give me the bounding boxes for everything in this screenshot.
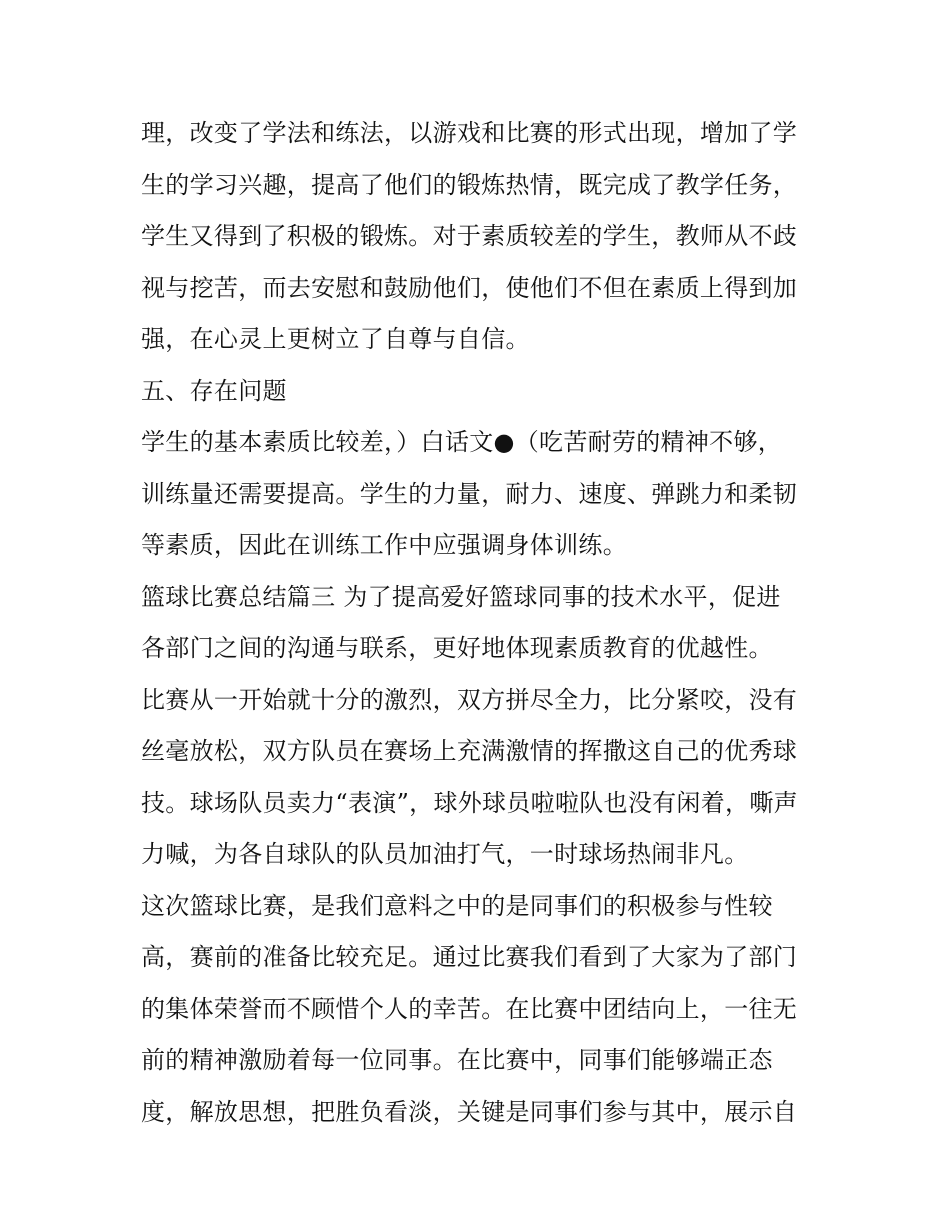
text-line: 力喊，为各自球队的队员加油打气，一时球场热闹非凡。 (141, 840, 749, 868)
text-line: 生的学习兴趣，提高了他们的锻炼热情，既完成了教学任务， (141, 170, 798, 199)
text-line: 学生又得到了积极的锻炼。对于素质较差的学生，教师从不歧 (141, 222, 798, 250)
text-line: 理，改变了学法和练法，以游戏和比赛的形式出现，增加了学 (141, 119, 798, 147)
section-heading: 五、存在问题 (141, 376, 287, 405)
text-line: 的集体荣誉而不顾惜个人的幸苦。在比赛中团结向上，一往无 (141, 994, 798, 1023)
text-line: 等素质，因此在训练工作中应强调身体训练。 (141, 531, 627, 559)
text-line: 技。球场队员卖力“表演”，球外球员啦啦队也没有闲着，嘶声 (141, 788, 798, 817)
document-body (141, 108, 821, 1138)
text-line: 篮球比赛总结篇三 为了提高爱好篮球同事的技术水平，促进 (141, 582, 781, 611)
text-line: 前的精神激励着每一位同事。在比赛中，同事们能够端正态 (141, 1046, 773, 1074)
text-line: 这次篮球比赛，是我们意料之中的是同事们的积极参与性较 (141, 891, 773, 920)
text-line: 丝毫放松，双方队员在赛场上充满激情的挥撒这自己的优秀球 (141, 737, 798, 765)
text-line: 度，解放思想，把胜负看淡，关键是同事们参与其中，展示自 (141, 1097, 798, 1126)
text-line: 训练量还需要提高。学生的力量，耐力、速度、弹跳力和柔韧 (141, 479, 798, 508)
text-line: 各部门之间的沟通与联系，更好地体现素质教育的优越性。 (141, 634, 773, 662)
text-line: 高，赛前的准备比较充足。通过比赛我们看到了大家为了部门 (141, 943, 798, 971)
text-line: 比赛从一开始就十分的激烈，双方拼尽全力，比分紧咬，没有 (141, 685, 798, 714)
text-line: 学生的基本素质比较差，）白话文●（吃苦耐劳的精神不够， (141, 428, 783, 456)
text-line: 强，在心灵上更树立了自尊与自信。 (141, 325, 530, 353)
text-line: 视与挖苦，而去安慰和鼓励他们，使他们不但在素质上得到加 (141, 273, 798, 302)
